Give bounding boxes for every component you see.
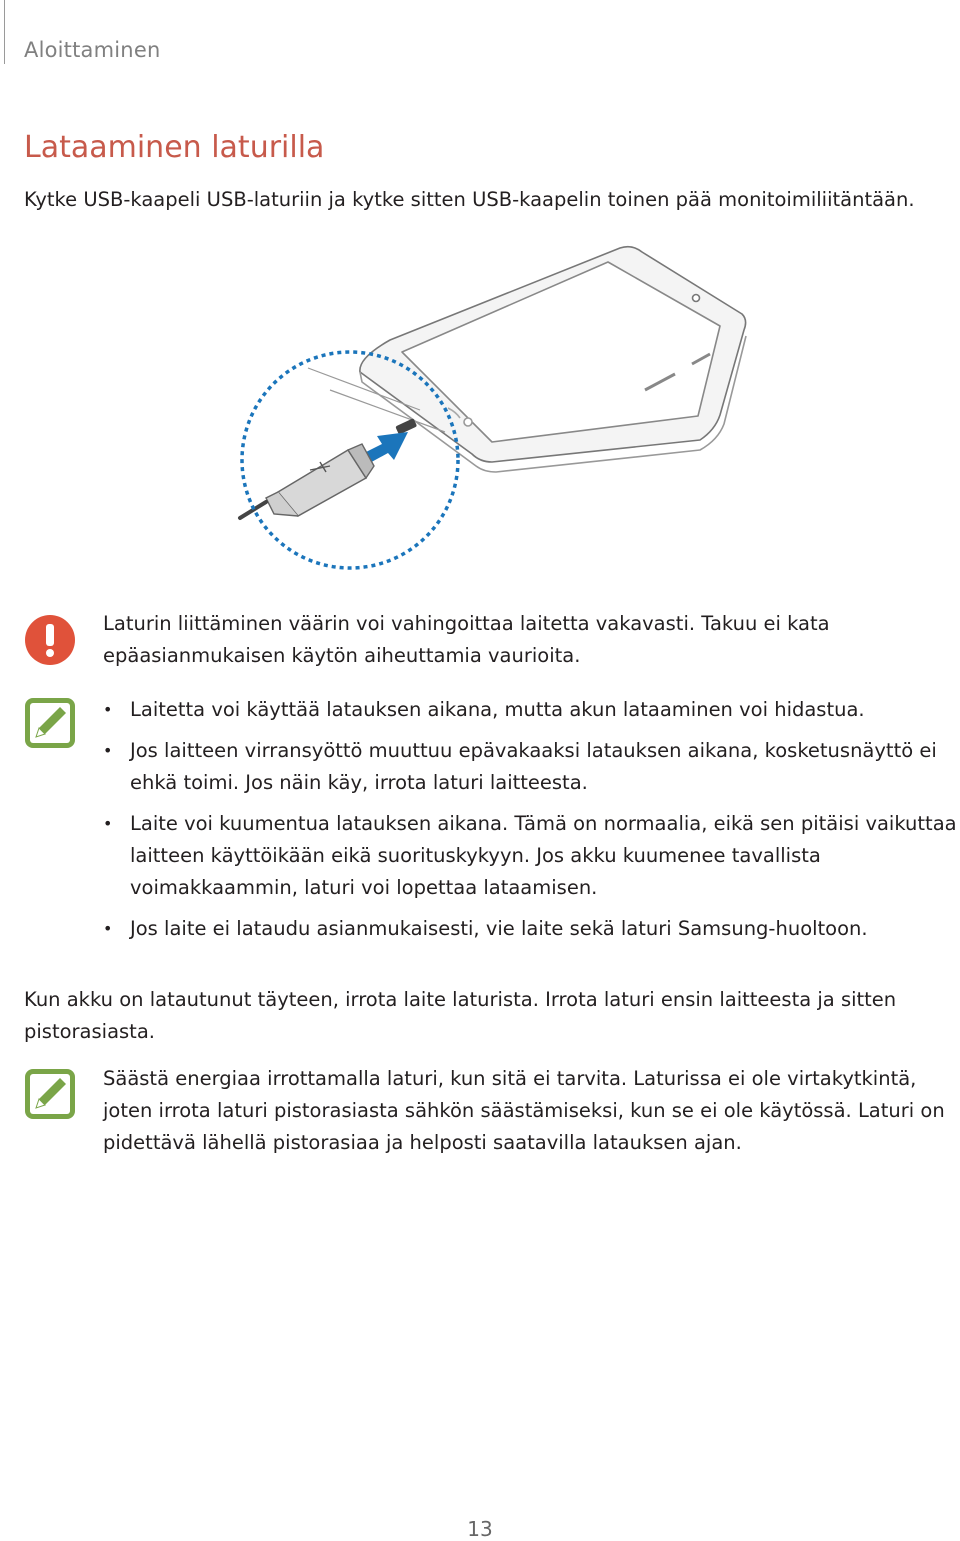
body-paragraph: Kun akku on latautunut täyteen, irrota laite laturista. Irrota laturi ensin laitteesta ja sitten pistorasiasta.	[24, 988, 897, 1043]
warning-text: Laturin liittäminen väärin voi vahingoittaa laitetta vakavasti. Takuu ei kata epäasianmukaisen käytön aiheuttamia vaurioita.	[103, 612, 830, 667]
warning-icon	[24, 614, 76, 666]
energy-note-text: Säästä energiaa irrottamalla laturi, kun sitä ei tarvita. Laturissa ei ole virtakytkintä, joten irrota laturi pistorasiasta sähkön säästämiseksi, kun se ei ole käytössä. Laturi on pidettävä lähellä pistorasiaa ja helposti saatavilla latauksen ajan.	[103, 1067, 945, 1154]
bullet-item: • Laitetta voi käyttää latauksen aikana, mutta akun lataaminen voi hidastua.	[103, 698, 865, 721]
page-number: 13	[467, 1517, 493, 1541]
intro-text: Kytke USB-kaapeli USB-laturiin ja kytke sitten USB-kaapelin toinen pää monitoimiliitäntään.	[24, 188, 915, 211]
note-bullets	[103, 694, 958, 954]
section-label: Aloittaminen	[24, 38, 161, 62]
note-pencil-icon	[24, 1068, 76, 1120]
note-pencil-icon	[24, 697, 76, 749]
bullet-item: • Jos laitteen virransyöttö muuttuu epävakaaksi latauksen aikana, kosketusnäyttö ei ehkä toimi. Jos näin käy, irrota laturi laitteesta.	[103, 739, 937, 794]
page-title: Lataaminen laturilla	[24, 130, 325, 165]
usb-cable-image	[240, 444, 374, 518]
header-rule	[4, 0, 5, 64]
tablet-image	[308, 247, 746, 472]
bullet-item: • Jos laite ei lataudu asianmukaisesti, vie laite sekä laturi Samsung-huoltoon.	[103, 917, 868, 940]
charging-illustration	[230, 240, 760, 585]
bullet-item: • Laite voi kuumentua latauksen aikana. Tämä on normaalia, eikä sen pitäisi vaikuttaa laitteen käyttöikään eikä suorituskykyyn. Jos akku kuumenee tavallista voimakkaammin, laturi voi lopettaa lataamisen.	[103, 812, 957, 899]
